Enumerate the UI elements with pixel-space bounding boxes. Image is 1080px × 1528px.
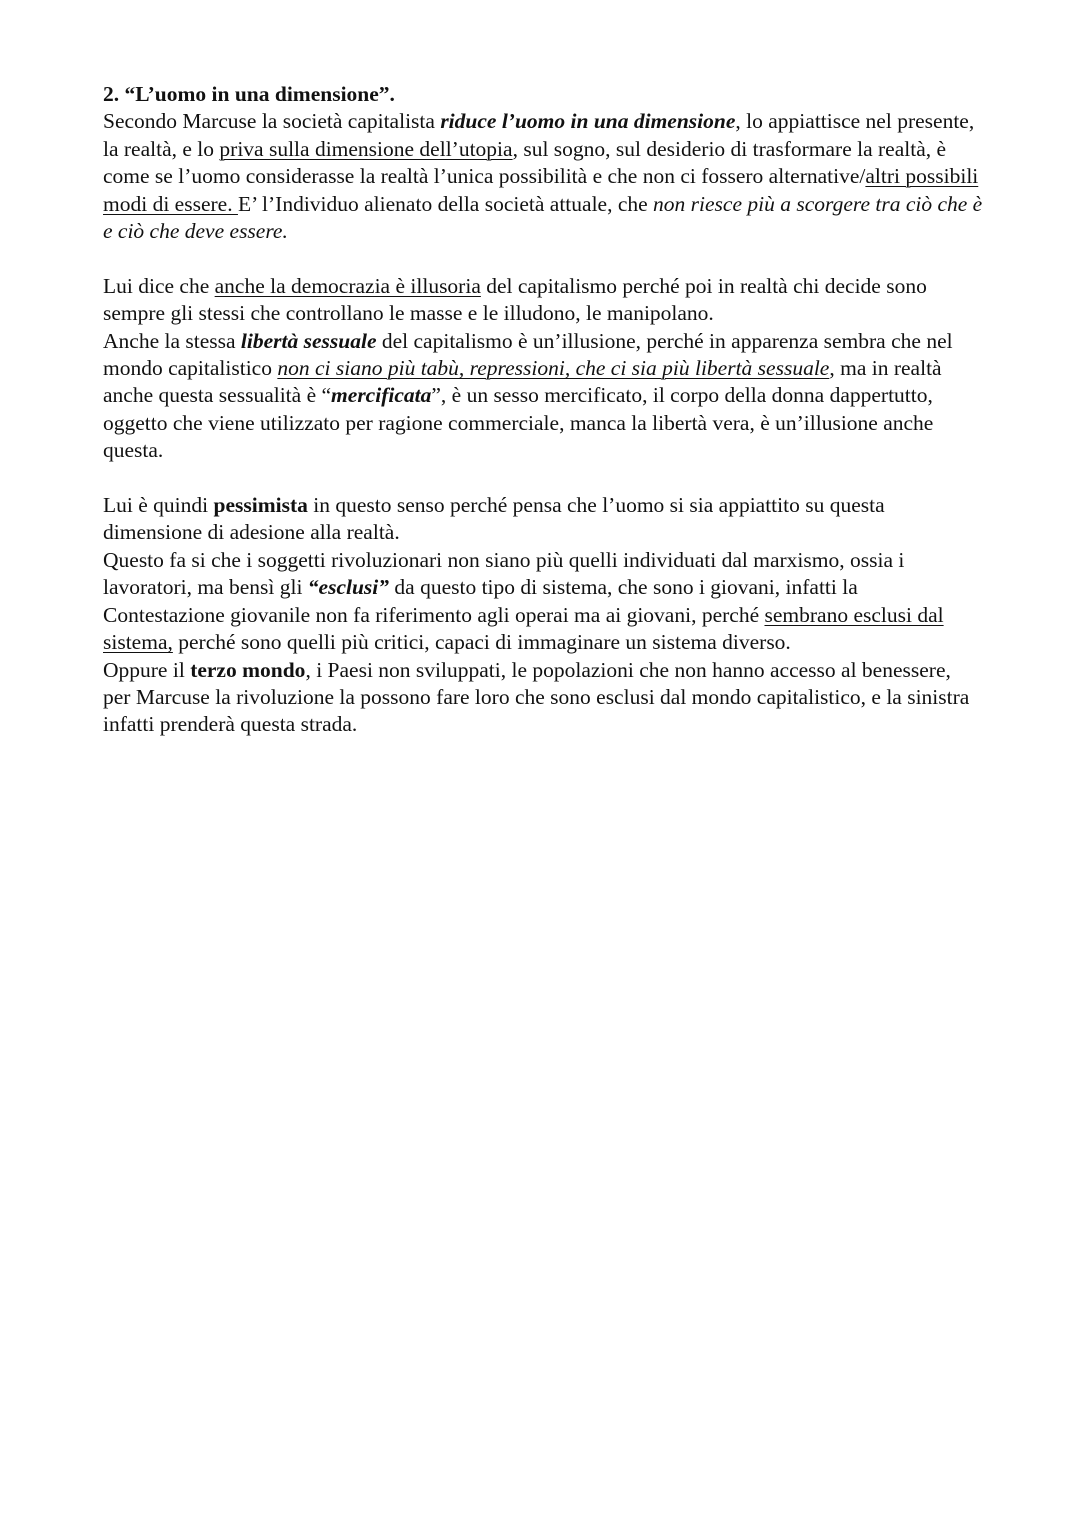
italic-underlined-run: non ci siano più tabù, repressioni, che ci sia più libertà sessuale (277, 356, 830, 381)
text-run: ”, è un sesso mercificato, il corpo della donna dappertutto, oggetto che viene utilizzato per ragione commerciale, manca la libertà vera, è un’illusione anche questa. (103, 383, 934, 463)
section-block-1 (103, 81, 983, 245)
document-page (103, 81, 983, 766)
text-run: in questo senso perché pensa che l’uomo si sia appiattito su questa dimensione di adesione alla realtà. (103, 493, 885, 545)
text-run: del capitalismo perché poi in realtà chi decide sono sempre gli stessi che controllano le masse e le illudono, le manipolano. (103, 273, 927, 326)
paragraph-marcuse-dimension (103, 108, 983, 245)
text-run: , sul sogno, sul desiderio di trasformare la realtà, è come se l’uomo considerasse la realtà l’unica possibilità e che non ci fossero alternative/ (103, 136, 947, 189)
text-run: , i Paesi non sviluppati, le popolazioni che non hanno accesso al benessere, per Marcuse la rivoluzione la possono fare loro che sono esclusi dal mondo capitalistico, e la sinistra infatti prenderà questa strada. (103, 657, 970, 737)
text-run: , ma in realtà anche questa sessualità è “ (103, 356, 942, 408)
paragraph-democracy (103, 273, 983, 328)
emphasis-run: riduce l’uomo in una dimensione (440, 109, 736, 134)
paragraph-revolutionary-subjects (103, 547, 983, 657)
text-run: , lo appiattisce nel presente, la realtà, e lo (103, 109, 975, 161)
emphasis-run: “esclusi” (307, 575, 390, 600)
text-run: Lui dice che (103, 273, 215, 298)
paragraph-sexual-freedom (103, 328, 983, 465)
text-run: Oppure il (103, 657, 191, 682)
section-title: 2. “L’uomo in una dimensione”. (103, 82, 395, 106)
text-run: Secondo Marcuse la società capitalista (103, 109, 441, 134)
paragraph-pessimism (103, 492, 983, 547)
text-run: perché sono quelli più critici, capaci di immaginare un sistema diverso. (172, 630, 791, 655)
emphasis-run: mercificata (331, 383, 432, 408)
text-run: Anche la stessa (103, 328, 241, 353)
section-block-2 (103, 273, 983, 465)
underlined-run: priva sulla dimensione dell’utopia (219, 136, 513, 161)
paragraph-third-world (103, 657, 983, 739)
text-run: E’ l’Individuo alienato della società attuale, che (237, 191, 654, 216)
text-run: Questo fa si che i soggetti rivoluzionari non siano più quelli individuati dal marxismo, ossia i lavoratori, ma bensì gli (103, 547, 905, 600)
underlined-run: sembrano esclusi dal sistema, (103, 602, 944, 655)
bold-run: pessimista (213, 493, 308, 518)
text-run: da questo tipo di sistema, che sono i giovani, infatti la Contestazione giovanile non fa riferimento agli operai ma ai giovani, perché (103, 575, 858, 627)
text-run: Lui è quindi (103, 493, 214, 518)
bold-run: terzo mondo (190, 657, 306, 682)
italic-run: non riesce più a scorgere tra ciò che è e ciò che deve essere. (103, 191, 983, 244)
underlined-run: altri possibili modi di essere. (103, 164, 979, 216)
text-run: del capitalismo è un’illusione, perché in apparenza sembra che nel mondo capitalistico (103, 328, 953, 381)
emphasis-run: libertà sessuale (240, 328, 377, 353)
underlined-run: anche la democrazia è illusoria (214, 273, 481, 298)
section-block-3 (103, 492, 983, 739)
